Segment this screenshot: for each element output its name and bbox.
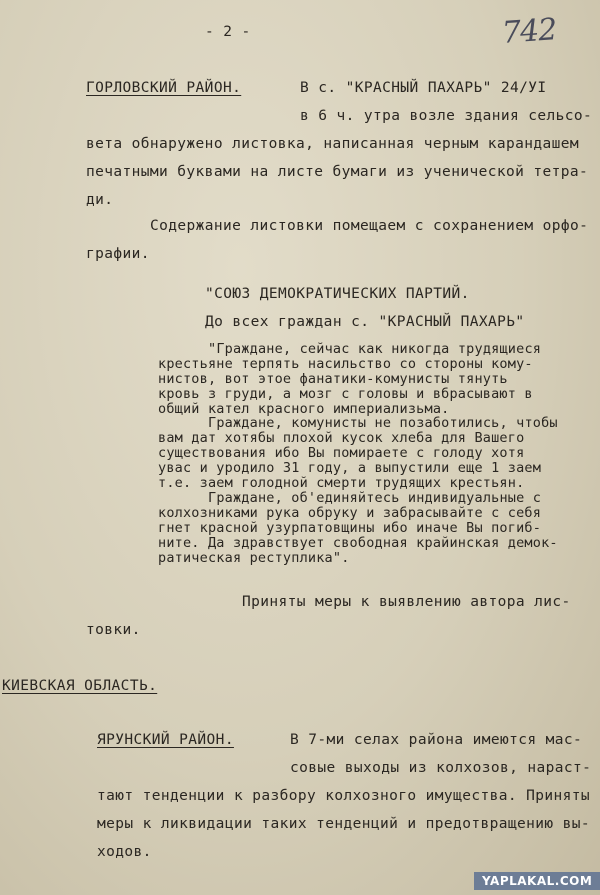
leaflet-line: гнет красной узурпатовщины ибо иначе Вы погиб-	[158, 520, 542, 536]
district-heading-yarunsky: ЯРУНСКИЙ РАЙОН.	[97, 732, 234, 748]
district-heading-gorlovsky: ГОРЛОВСКИЙ РАЙОН.	[86, 80, 242, 96]
page-number: - 2 -	[205, 24, 251, 40]
leaflet-line: существования ибо Вы помираете с голоду хотя	[158, 445, 525, 461]
leaflet-line: вам дат хотябы плохой кусок хлеба для Вашего	[158, 430, 525, 446]
leaflet-line: нистов, вот этое фанатики-комунисты тянуть	[158, 371, 508, 387]
leaflet-address: До всех граждан с. "КРАСНЫЙ ПАХАРЬ"	[205, 314, 525, 330]
region-heading-kiev: КИЕВСКАЯ ОБЛАСТЬ.	[2, 678, 158, 694]
leaflet-line: "Граждане, сейчас как никогда трудящиеся	[208, 341, 542, 357]
body-line: в 6 ч. утра возле здания сельсо-	[300, 108, 593, 124]
body-line: графии.	[86, 246, 150, 262]
body-line: Приняты меры к выявлению автора лис-	[242, 594, 571, 610]
body-line: ди.	[86, 192, 114, 208]
watermark-badge: YAPLAKAL.COM	[474, 872, 600, 890]
leaflet-line: общий кател красного империализьма.	[158, 401, 450, 417]
leaflet-line: кровь з груди, а мозг с головы и вбрасывают в	[158, 386, 533, 402]
body-line: В с. "КРАСНЫЙ ПАХАРЬ" 24/УІ	[300, 80, 547, 96]
body-line: тают тенденции к разбору колхозного имущества. Приняты	[97, 788, 591, 804]
leaflet-line: ратическая реступлика".	[158, 550, 350, 566]
body-line: меры к ликвидации таких тенденций и предотвращению вы-	[97, 816, 591, 832]
leaflet-line: Граждане, об'единяйтесь индивидуальные с	[208, 490, 542, 506]
body-line: ходов.	[97, 844, 152, 860]
body-line: печатными буквами на листе бумаги из ученической тетра-	[86, 164, 589, 180]
leaflet-line: Граждане, комунисты не позаботились, чтобы	[208, 415, 558, 431]
body-line: совые выходы из колхозов, нараст-	[290, 760, 592, 776]
archive-number-handwritten: 742	[500, 12, 558, 51]
body-line: товки.	[86, 622, 141, 638]
leaflet-line: т.е. заем голодной смерти трудящих крестьян.	[158, 475, 525, 491]
leaflet-line: крестьяне терпять насильство со стороны кому-	[158, 356, 533, 372]
leaflet-line: увас и уродило 31 году, а выпустили еще 1 заем	[158, 460, 542, 476]
leaflet-line: колхозниками рука обруку и забрасывайте с себя	[158, 505, 542, 521]
body-line: вета обнаружено листовка, написанная черным карандашем	[86, 136, 580, 152]
body-line: Содержание листовки помещаем с сохранением орфо-	[150, 218, 589, 234]
body-line: В 7-ми селах района имеются мас-	[290, 732, 583, 748]
leaflet-title: "СОЮЗ ДЕМОКРАТИЧЕСКИХ ПАРТИЙ.	[205, 286, 470, 302]
leaflet-line: ните. Да здравствует свободная крайинская демок-	[158, 535, 558, 551]
